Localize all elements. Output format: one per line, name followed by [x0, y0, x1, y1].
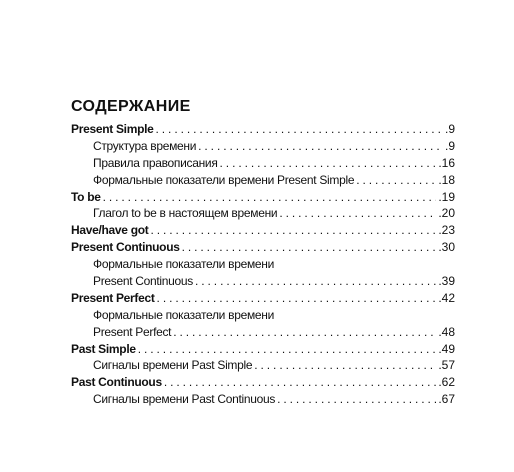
toc-entry-label: Формальные показатели времени: [93, 257, 274, 272]
toc-section-entry[interactable]: [71, 374, 455, 391]
toc-page-number: .19: [438, 189, 455, 204]
toc-subsection-entry[interactable]: [71, 172, 455, 189]
toc-page-number: .67: [438, 392, 455, 407]
toc-subsection-entry[interactable]: [71, 205, 455, 222]
toc-page-number: .57: [438, 358, 455, 373]
dot-leader: [150, 222, 436, 239]
toc-entry-label: Have/have got: [71, 223, 149, 238]
toc-page-number: .18: [438, 172, 455, 187]
dot-leader: [220, 155, 437, 172]
dot-leader: [254, 357, 436, 374]
toc-subsection-entry[interactable]: [71, 324, 455, 341]
dot-leader: [157, 290, 437, 307]
toc-section-entry[interactable]: [71, 189, 455, 206]
dot-leader: [279, 205, 436, 222]
toc-entry-label: Сигналы времени Past Simple: [93, 358, 253, 373]
toc-page-number: .16: [438, 155, 455, 170]
toc-subsection-entry[interactable]: [71, 273, 455, 290]
toc-entry-label: Present Perfect: [93, 324, 172, 339]
toc-section-entry[interactable]: [71, 239, 455, 256]
toc-page-number: .42: [438, 290, 455, 305]
dot-leader: [164, 374, 436, 391]
toc-page-number: .48: [438, 324, 455, 339]
toc-list: [71, 121, 455, 408]
toc-page-number: .9: [444, 138, 455, 153]
toc-section-entry[interactable]: [71, 121, 455, 138]
toc-subsection-entry[interactable]: [71, 307, 455, 324]
dot-leader: [277, 391, 436, 408]
toc-subsection-entry[interactable]: [71, 138, 455, 155]
dot-leader: [138, 341, 437, 358]
toc-entry-label: Правила правописания: [93, 155, 218, 170]
dot-leader: [356, 172, 436, 189]
toc-entry-label: Формальные показатели времени: [93, 307, 274, 322]
dot-leader: [198, 138, 443, 155]
toc-entry-label: Глагол to be в настоящем времени: [93, 206, 278, 221]
dot-leader: [173, 324, 436, 341]
toc-page-number: .49: [438, 341, 455, 356]
toc-section-entry[interactable]: [71, 290, 455, 307]
toc-entry-label: Past Simple: [71, 341, 136, 356]
toc-page-number: .39: [438, 274, 455, 289]
toc-subsection-entry[interactable]: [71, 357, 455, 374]
toc-entry-label: Present Continuous: [93, 274, 193, 289]
toc-subsection-entry[interactable]: [71, 155, 455, 172]
toc-entry-label: Формальные показатели времени Present Simple: [93, 172, 355, 187]
toc-entry-label: Present Simple: [71, 122, 154, 136]
dot-leader: [195, 273, 436, 290]
dot-leader: [182, 239, 437, 256]
dot-leader: [156, 121, 443, 138]
toc-page-number: .62: [438, 375, 455, 390]
toc-entry-label: Сигналы времени Past Continuous: [93, 392, 276, 407]
page-title: СОДЕРЖАНИЕ: [71, 98, 191, 115]
toc-subsection-entry[interactable]: [71, 256, 455, 273]
toc-page-number: .20: [438, 206, 455, 221]
toc-section-entry[interactable]: [71, 341, 455, 358]
toc-entry-label: Структура времени: [93, 138, 197, 153]
dot-leader: [103, 189, 437, 206]
toc-entry-label: Present Perfect: [71, 290, 155, 305]
toc-page-number: .9: [444, 122, 455, 136]
toc-entry-label: Past Continuous: [71, 375, 162, 390]
toc-page-number: .30: [438, 240, 455, 255]
toc-section-entry[interactable]: [71, 222, 455, 239]
table-of-contents: [71, 97, 455, 408]
toc-page-number: .23: [438, 223, 455, 238]
toc-entry-label: To be: [71, 189, 101, 204]
toc-subsection-entry[interactable]: [71, 391, 455, 408]
toc-entry-label: Present Continuous: [71, 240, 180, 255]
